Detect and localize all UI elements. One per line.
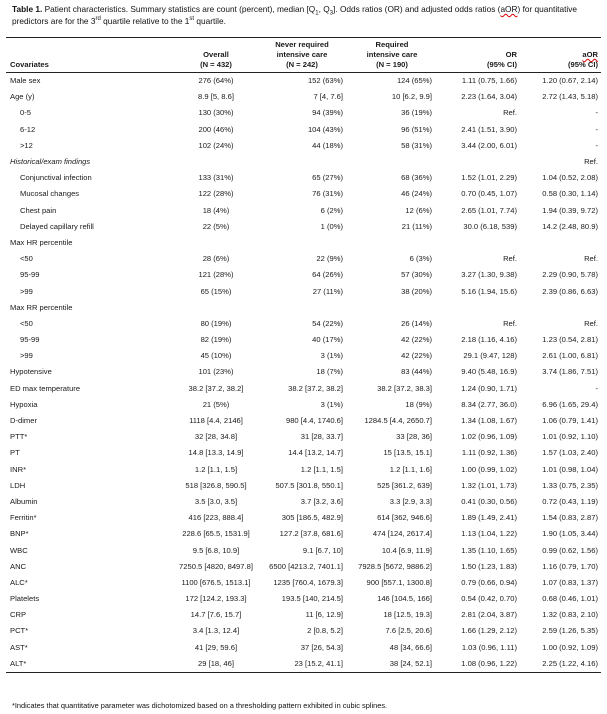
- cell-overall: 3.4 [1.3, 12.4]: [192, 626, 240, 636]
- cell-aor: 1.07 (0.83, 1.37): [542, 577, 598, 587]
- cell-or: 1.13 (1.04, 1.22): [461, 529, 517, 539]
- cell-req: 10 [6.2, 9.9]: [391, 92, 432, 102]
- caption-sub-q3: 3: [329, 10, 334, 17]
- cell-aor: 6.96 (1.65, 29.4): [542, 399, 598, 409]
- cell-req: 1284.5 [4.4, 2650.7]: [364, 416, 432, 426]
- cell-never: [258, 300, 346, 316]
- cell-overall: 9.5 [6.8, 10.9]: [192, 545, 240, 555]
- cell-or: 0.79 (0.66, 0.94): [461, 577, 517, 587]
- cell-never: 31 [28, 33.7]: [300, 432, 343, 442]
- cell-or: 5.16 (1.94, 15.6): [461, 286, 517, 296]
- cell-or: 1.35 (1.10, 1.65): [461, 545, 517, 555]
- table-row: [6, 105, 601, 121]
- cell-overall: 32 [28, 34.8]: [194, 432, 238, 442]
- cell-overall: 228.6 [65.5, 1531.9]: [182, 529, 250, 539]
- cell-never: 23 [15.2, 41.1]: [294, 658, 343, 668]
- cell-never: 27 (11%): [312, 286, 343, 296]
- cell-req: [346, 300, 438, 316]
- cell-req: 46 (24%): [401, 189, 432, 199]
- cell-overall: 7250.5 [4820, 8497.8]: [179, 561, 253, 571]
- cell-aor: -: [595, 383, 598, 393]
- cell-or: 1.02 (0.96, 1.09): [461, 432, 517, 442]
- header-never-line2: intensive care: [276, 50, 328, 59]
- cell-overall: 102 (24%): [198, 140, 234, 150]
- cell-overall: 65 (15%): [200, 286, 232, 296]
- cell-req: 474 [124, 2617.4]: [372, 529, 432, 539]
- cell-label: BNP*: [10, 529, 29, 539]
- cell-req: 614 [362, 946.6]: [377, 513, 432, 523]
- cell-req: 21 (11%): [401, 221, 432, 231]
- cell-label: 6-12: [20, 124, 36, 134]
- patient-characteristics-table: [6, 38, 601, 672]
- cell-overall: 18 (4%): [202, 205, 230, 215]
- cell-label: <50: [20, 254, 33, 264]
- table-row: [6, 170, 601, 186]
- cell-label: D-dimer: [10, 416, 38, 426]
- cell-never: 11 [6, 12.9]: [305, 610, 343, 620]
- cell-req: 48 [34, 66.6]: [389, 642, 432, 652]
- cell-or: Ref.: [503, 108, 517, 118]
- cell-label: PCT*: [10, 626, 29, 636]
- cell-label: Age (y): [10, 92, 35, 102]
- cell-or: 9.40 (5.48, 16.9): [461, 367, 517, 377]
- cell-aor: 1.01 (0.92, 1.10): [542, 432, 598, 442]
- header-never-line1: Never required: [275, 40, 329, 49]
- table-row: [6, 267, 601, 283]
- cell-aor: 3.74 (1.86, 7.51): [542, 367, 598, 377]
- table-row: [6, 203, 601, 219]
- cell-never: 3 (1%): [320, 351, 343, 361]
- cell-or: 2.41 (1.51, 3.90): [461, 124, 517, 134]
- cell-overall: 29 [18, 46]: [198, 658, 234, 668]
- caption-sup-st: st: [189, 16, 195, 23]
- cell-never: 6 (2%): [320, 205, 343, 215]
- cell-req: 124 (65%): [396, 76, 432, 86]
- cell-or: 2.23 (1.64, 3.04): [461, 92, 517, 102]
- cell-or: 8.34 (2.77, 36.0): [461, 399, 517, 409]
- cell-req: 36 (19%): [401, 108, 432, 118]
- cell-label: ALC*: [10, 577, 28, 587]
- header-covariates: [6, 38, 174, 73]
- table-row: [6, 283, 601, 299]
- cell-label: Hypotensive: [10, 367, 52, 377]
- cell-label: Albumin: [10, 496, 38, 506]
- table-row: [6, 559, 601, 575]
- cell-req: 1.2 [1.1, 1.6]: [389, 464, 432, 474]
- cell-aor: 2.59 (1.26, 5.35): [542, 626, 598, 636]
- cell-req: 900 [557.1, 1300.8]: [366, 577, 432, 587]
- cell-or: 1.34 (1.08, 1.67): [461, 416, 517, 426]
- cell-label: >99: [20, 351, 33, 361]
- cell-overall: 121 (28%): [198, 270, 234, 280]
- cell-aor: 1.94 (0.39, 9.72): [542, 205, 598, 215]
- table-row: [6, 478, 601, 494]
- cell-aor: 1.20 (0.67, 2.14): [542, 76, 598, 86]
- cell-req: 38 [24, 52.1]: [389, 658, 432, 668]
- table-row: [6, 462, 601, 478]
- table-row: [6, 186, 601, 202]
- cell-aor: -: [595, 140, 598, 150]
- cell-label: 0-5: [20, 108, 31, 118]
- cell-overall: 518 [326.8, 590.5]: [185, 480, 247, 490]
- cell-never: 64 (26%): [312, 270, 343, 280]
- cell-aor: [520, 235, 601, 251]
- table-body: [6, 73, 601, 672]
- cell-aor: 1.54 (0.83, 2.87): [542, 513, 598, 523]
- cell-overall: 1100 [676.5, 1513.1]: [181, 577, 251, 587]
- cell-req: 146 [104.5, 166]: [377, 594, 432, 604]
- cell-or: 1.50 (1.23, 1.83): [461, 561, 517, 571]
- cell-label: 95-99: [20, 270, 40, 280]
- table-row: [6, 542, 601, 558]
- cell-overall: 172 [124.2, 193.3]: [185, 594, 247, 604]
- cell-or: 1.32 (1.01, 1.73): [461, 480, 517, 490]
- cell-aor: 0.72 (0.43, 1.19): [542, 496, 598, 506]
- cell-overall: 122 (28%): [198, 189, 234, 199]
- cell-overall: 28 (6%): [202, 254, 230, 264]
- cell-overall: 416 [223, 888.4]: [188, 513, 244, 523]
- cell-req: 12 (6%): [405, 205, 432, 215]
- cell-aor: 2.29 (0.90, 5.78): [542, 270, 598, 280]
- header-never-required: [258, 38, 346, 73]
- cell-overall: 38.2 [37.2, 38.2]: [188, 383, 244, 393]
- cell-label: PT: [10, 448, 20, 458]
- cell-or: [438, 154, 520, 170]
- table-row: [6, 656, 601, 672]
- cell-req: 15 [13.5, 15.1]: [383, 448, 432, 458]
- table-row: [6, 138, 601, 154]
- caption-label: Table 1.: [12, 4, 43, 14]
- cell-label: >99: [20, 286, 33, 296]
- cell-never: 152 (63%): [307, 76, 343, 86]
- table-row: [6, 332, 601, 348]
- cell-or: 3.44 (2.00, 6.01): [461, 140, 517, 150]
- cell-req: 7.6 [2.5, 20.6]: [385, 626, 432, 636]
- table-row: [6, 607, 601, 623]
- cell-or: 2.65 (1.01, 7.74): [461, 205, 517, 215]
- table-row: [6, 300, 601, 316]
- cell-req: 42 (22%): [401, 335, 432, 345]
- cell-label: Chest pain: [20, 205, 57, 215]
- header-required: [346, 38, 438, 73]
- table-row: [6, 235, 601, 251]
- cell-aor: Ref.: [584, 157, 598, 167]
- cell-aor: 14.2 (2.48, 80.9): [542, 221, 598, 231]
- cell-req: 58 (31%): [401, 140, 432, 150]
- cell-overall: 200 (46%): [198, 124, 234, 134]
- cell-label: >12: [20, 140, 33, 150]
- cell-req: 96 (51%): [401, 124, 432, 134]
- cell-aor: 1.06 (0.79, 1.41): [542, 416, 598, 426]
- cell-req: 83 (44%): [401, 367, 432, 377]
- cell-req: 33 [28, 36]: [396, 432, 432, 442]
- table-row: [6, 397, 601, 413]
- header-req-line1: Required: [375, 40, 409, 49]
- cell-overall: 3.5 [3.0, 3.5]: [194, 496, 238, 506]
- cell-or: 1.11 (0.75, 1.66): [461, 76, 517, 86]
- cell-or: 1.52 (1.01, 2.29): [461, 173, 517, 183]
- cell-req: 10.4 [6.9, 11.9]: [381, 545, 432, 555]
- cell-label: INR*: [10, 464, 27, 474]
- table-row: [6, 445, 601, 461]
- cell-aor: -: [595, 124, 598, 134]
- cell-aor: 2.61 (1.00, 6.81): [542, 351, 598, 361]
- cell-never: 193.5 [140, 214.5]: [281, 594, 343, 604]
- cell-never: 3.7 [3.2, 3.6]: [300, 496, 343, 506]
- cell-overall: 80 (19%): [200, 318, 232, 328]
- cell-aor: Ref.: [584, 318, 598, 328]
- cell-label: Male sex: [10, 76, 41, 86]
- cell-req: 18 [12.5, 19.3]: [383, 610, 432, 620]
- cell-overall: 41 [29, 59.6]: [194, 642, 238, 652]
- cell-label: Delayed capillary refill: [20, 221, 94, 231]
- cell-overall: 22 (5%): [202, 221, 230, 231]
- table-row: [6, 575, 601, 591]
- caption-sup-rd: rd: [95, 16, 101, 23]
- cell-label: Ferritin*: [10, 513, 37, 523]
- cell-label: LDH: [10, 480, 26, 490]
- caption-text-3: ]. Odds ratios (OR) and adjusted odds ratios (: [333, 4, 501, 14]
- cell-overall: 14.7 [7.6, 15.7]: [190, 610, 242, 620]
- cell-or: 0.54 (0.42, 0.70): [461, 594, 517, 604]
- cell-label: Mucosal changes: [20, 189, 80, 199]
- cell-never: 37 [26, 54.3]: [300, 642, 343, 652]
- cell-or: 1.11 (0.92, 1.36): [461, 448, 517, 458]
- cell-req: 6 (3%): [409, 254, 432, 264]
- cell-aor: 0.99 (0.62, 1.56): [542, 545, 598, 555]
- cell-label: Conjunctival infection: [20, 173, 92, 183]
- header-req-line2: intensive care: [366, 50, 418, 59]
- cell-never: 3 (1%): [320, 399, 343, 409]
- cell-label: Historical/exam findings: [10, 157, 91, 167]
- cell-overall: 130 (30%): [198, 108, 234, 118]
- table-row: [6, 526, 601, 542]
- cell-aor: 2.72 (1.43, 5.18): [542, 92, 598, 102]
- cell-never: [258, 235, 346, 251]
- header-req-n: (N = 190): [376, 60, 408, 69]
- cell-never: 44 (18%): [312, 140, 343, 150]
- cell-req: 26 (14%): [401, 318, 432, 328]
- cell-label: 95-99: [20, 335, 40, 345]
- cell-or: 29.1 (9.47, 128): [463, 351, 517, 361]
- cell-overall: 101 (23%): [198, 367, 234, 377]
- cell-req: 38.2 [37.2, 38.3]: [377, 383, 432, 393]
- cell-never: 1235 [760.4, 1679.3]: [273, 577, 343, 587]
- cell-never: 40 (17%): [312, 335, 343, 345]
- cell-overall: 1118 [4.4, 2146]: [189, 416, 243, 426]
- cell-never: 9.1 [6.7, 10]: [302, 545, 343, 555]
- caption-text-4: ) for quantitative predictors are for the 3: [12, 4, 577, 26]
- header-never-n: (N = 242): [286, 60, 318, 69]
- cell-never: 2 [0.8, 5.2]: [307, 626, 343, 636]
- cell-label: Max HR percentile: [10, 237, 73, 247]
- header-overall-text: Overall: [203, 50, 229, 59]
- table-row: [6, 381, 601, 397]
- cell-overall: 45 (10%): [200, 351, 232, 361]
- cell-req: 38 (20%): [401, 286, 432, 296]
- cell-aor: 1.33 (0.75, 2.35): [542, 480, 598, 490]
- header-or: [438, 38, 520, 73]
- table-row: [6, 413, 601, 429]
- cell-aor: Ref.: [584, 254, 598, 264]
- cell-never: 1 (0%): [320, 221, 343, 231]
- table-row: [6, 316, 601, 332]
- cell-aor: 1.16 (0.79, 1.70): [542, 561, 598, 571]
- cell-overall: 276 (64%): [198, 76, 234, 86]
- table-row: [6, 494, 601, 510]
- cell-never: 76 (31%): [312, 189, 343, 199]
- cell-or: 1.08 (0.96, 1.22): [461, 658, 517, 668]
- cell-overall: 133 (31%): [198, 173, 234, 183]
- cell-never: 6500 [4213.2, 7401.1]: [269, 561, 343, 571]
- cell-or: 1.00 (0.99, 1.02): [461, 464, 517, 474]
- cell-req: 42 (22%): [401, 351, 432, 361]
- table-row: [6, 510, 601, 526]
- cell-label: ANC: [10, 561, 27, 571]
- cell-or: 0.41 (0.30, 0.56): [461, 496, 517, 506]
- header-row: [6, 38, 601, 73]
- cell-overall: [174, 154, 258, 170]
- cell-aor: 1.32 (0.83, 2.10): [542, 610, 598, 620]
- cell-aor: 1.01 (0.98, 1.04): [542, 464, 598, 474]
- table-caption: [12, 3, 597, 27]
- cell-req: 57 (30%): [401, 270, 432, 280]
- cell-never: 1.2 [1.1, 1.5]: [300, 464, 343, 474]
- table-row: [6, 364, 601, 380]
- cell-label: Hypoxia: [10, 399, 38, 409]
- cell-label: CRP: [10, 610, 27, 620]
- caption-aor: aOR: [500, 4, 518, 14]
- cell-aor: 2.25 (1.22, 4.16): [542, 658, 598, 668]
- cell-never: 54 (22%): [312, 318, 343, 328]
- cell-aor: [520, 300, 601, 316]
- cell-or: 2.81 (2.04, 3.87): [461, 610, 517, 620]
- caption-text-6: quartile.: [194, 16, 226, 26]
- cell-overall: 14.8 [13.3, 14.9]: [188, 448, 244, 458]
- cell-or: 0.70 (0.45, 1.07): [461, 189, 517, 199]
- cell-never: 980 [4.4, 1740.6]: [285, 416, 343, 426]
- cell-req: [346, 154, 438, 170]
- table-row: [6, 89, 601, 105]
- cell-or: [438, 300, 520, 316]
- cell-never: 14.4 [13.2, 14.7]: [288, 448, 343, 458]
- caption-text-2: , Q: [318, 4, 330, 14]
- cell-never: 18 (7%): [316, 367, 343, 377]
- cell-or: 2.18 (1.16, 4.16): [461, 335, 517, 345]
- cell-never: 38.2 [37.2, 38.2]: [288, 383, 343, 393]
- cell-never: 127.2 [37.8, 681.6]: [279, 529, 343, 539]
- header-overall-n: (N = 432): [200, 60, 232, 69]
- header-overall: [174, 38, 258, 73]
- header-or-text: OR: [505, 50, 517, 59]
- cell-never: 305 [186.5, 482.9]: [281, 513, 343, 523]
- table-row: [6, 429, 601, 445]
- table-row: [6, 591, 601, 607]
- cell-or: Ref.: [503, 254, 517, 264]
- cell-label: <50: [20, 318, 33, 328]
- cell-aor: 0.58 (0.30, 1.14): [542, 189, 598, 199]
- cell-req: 3.3 [2.9, 3.3]: [389, 496, 432, 506]
- cell-never: 94 (39%): [312, 108, 343, 118]
- cell-overall: 82 (19%): [200, 335, 232, 345]
- cell-label: WBC: [10, 545, 28, 555]
- cell-never: 22 (9%): [316, 254, 343, 264]
- cell-overall: 21 (5%): [202, 399, 230, 409]
- table-footnote: *Indicates that quantitative parameter was dichotomized based on a thresholding pattern exhibited in cubic splines.: [12, 701, 388, 710]
- cell-or: [438, 235, 520, 251]
- table-row: [6, 640, 601, 656]
- cell-never: [258, 154, 346, 170]
- cell-label: ALT*: [10, 658, 27, 668]
- cell-never: 7 [4, 7.6]: [313, 92, 343, 102]
- cell-never: 104 (43%): [307, 124, 343, 134]
- cell-never: 65 (27%): [312, 173, 343, 183]
- header-aor-text: aOR: [582, 50, 598, 59]
- cell-or: 1.66 (1.29, 2.12): [461, 626, 517, 636]
- cell-label: Max RR percentile: [10, 302, 73, 312]
- cell-label: PTT*: [10, 432, 28, 442]
- table-row: [6, 154, 601, 170]
- table-row: [6, 251, 601, 267]
- table-row: [6, 122, 601, 138]
- caption-sub-q1: 1: [315, 10, 319, 17]
- cell-req: 68 (36%): [401, 173, 432, 183]
- cell-aor: 1.00 (0.92, 1.09): [542, 642, 598, 652]
- cell-req: [346, 235, 438, 251]
- header-aor: [520, 38, 601, 73]
- cell-aor: 0.68 (0.46, 1.01): [542, 594, 598, 604]
- cell-overall: 8.9 [5, 8.6]: [198, 92, 234, 102]
- cell-or: 30.0 (6.18, 539): [463, 221, 517, 231]
- cell-or: Ref.: [503, 318, 517, 328]
- cell-aor: 1.57 (1.03, 2.40): [542, 448, 598, 458]
- cell-req: 525 [361.2, 639]: [377, 480, 432, 490]
- table-header: [6, 38, 601, 73]
- caption-text-1: Patient characteristics. Summary statistics are count (percent), median [Q: [42, 4, 316, 14]
- characteristics-table-container: [6, 37, 601, 673]
- cell-label: Platelets: [10, 594, 40, 604]
- cell-aor: 2.39 (0.86, 6.63): [542, 286, 598, 296]
- header-covariates-text: Covariates: [10, 60, 49, 69]
- header-or-ci: (95% CI): [487, 60, 517, 69]
- cell-or: 1.24 (0.90, 1.71): [461, 383, 517, 393]
- cell-req: 7928.5 [5672, 9886.2]: [358, 561, 432, 571]
- cell-aor: 1.04 (0.52, 2.08): [542, 173, 598, 183]
- cell-overall: [174, 235, 258, 251]
- cell-never: 507.5 [301.8, 550.1]: [275, 480, 343, 490]
- table-row: [6, 73, 601, 90]
- cell-or: 1.89 (1.49, 2.41): [461, 513, 517, 523]
- header-aor-ci: (95% CI): [568, 60, 598, 69]
- cell-label: AST*: [10, 642, 28, 652]
- cell-aor: 1.23 (0.54, 2.81): [542, 335, 598, 345]
- cell-overall: 1.2 [1.1, 1.5]: [194, 464, 238, 474]
- caption-text-5: quartile relative to the 1: [100, 16, 190, 26]
- cell-req: 18 (9%): [405, 399, 432, 409]
- cell-label: ED max temperature: [10, 383, 81, 393]
- cell-overall: [174, 300, 258, 316]
- table-row: [6, 348, 601, 364]
- cell-or: 3.27 (1.30, 9.38): [461, 270, 517, 280]
- table-row: [6, 219, 601, 235]
- cell-or: 1.03 (0.96, 1.11): [461, 642, 517, 652]
- table-row: [6, 623, 601, 639]
- cell-aor: 1.90 (1.05, 3.44): [542, 529, 598, 539]
- cell-aor: -: [595, 108, 598, 118]
